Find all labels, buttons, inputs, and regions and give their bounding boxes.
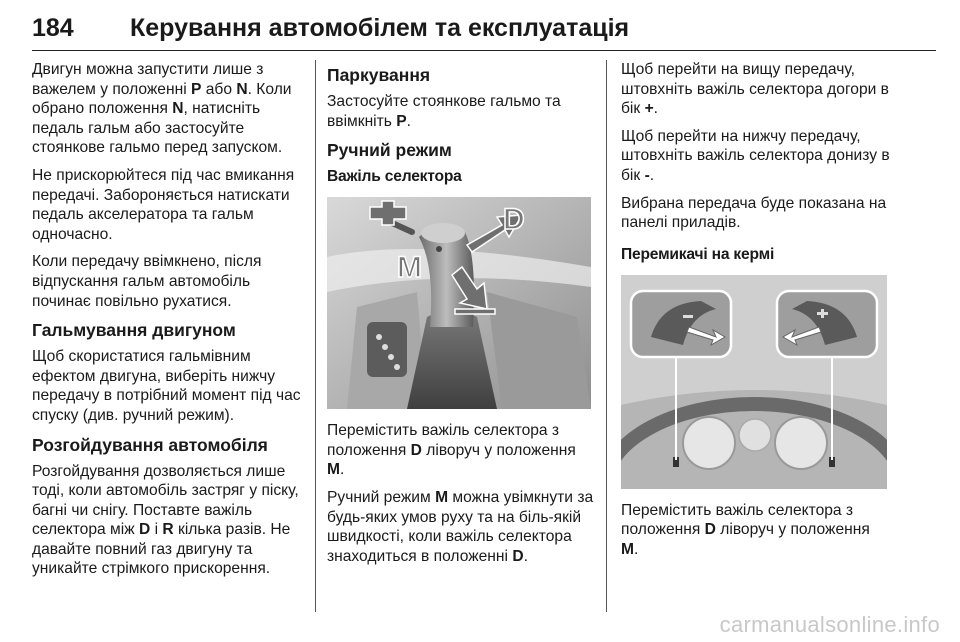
paragraph-rocking: Розгойдування дозволяється лише тоді, коли автомобіль застряг у піску, багні чи снігу. Поставте важіль селектора між D і R кілька разів. Не давайте повний газ двигуну та уникайте стрімкого прискорення.	[32, 462, 299, 578]
heading-rocking: Розгойдування автомобіля	[32, 434, 268, 455]
paragraph-no-acceleration: Не прискорюйтеся під час вмикання передачі. Забороняється натискати педаль акселератора та гальм одночасно.	[32, 166, 295, 243]
paragraph-move-to-m: Перемістить важіль селектора з положення D ліворуч у положення M.	[327, 422, 576, 479]
column-3	[621, 60, 891, 568]
heading-parking: Паркування	[327, 65, 431, 85]
column-divider-2	[606, 60, 607, 612]
selector-lever-illustration	[327, 197, 591, 409]
watermark-text: carmanualsonline.info	[719, 612, 940, 637]
paragraph-parking: Застосуйте стоянкове гальмо та ввімкніть P.	[327, 93, 561, 130]
heading-selector-lever: Важіль селектора	[327, 168, 462, 186]
page-number: 184	[32, 14, 74, 42]
paragraph-engine-braking: Щоб скористатися гальмівним ефектом двигуна, виберіть нижчу передачу в потрібний момент під час спуску (див. ручний режим).	[32, 348, 301, 424]
heading-steering-paddles: Перемикачі на кермі	[621, 245, 775, 263]
column-2	[327, 60, 597, 574]
column-1	[32, 60, 308, 587]
heading-manual-mode: Ручний режим	[327, 140, 452, 161]
steering-paddles-illustration	[621, 275, 887, 489]
d-position-label: D	[503, 203, 525, 237]
paragraph-gear-display: Вибрана передача буде показана на панелі приладів.	[621, 194, 887, 232]
m-position-label: M	[397, 251, 422, 285]
paragraph-upshift: Щоб перейти на вищу передачу, штовхніть важіль селектора догори в бік +.	[621, 61, 889, 118]
paragraph-start-conditions: Двигун можна запустити лише з важелем у положенні P або N. Коли обрано положення N, натисніть педаль гальм або застосуйте стоянкове гальмо перед запуском.	[32, 61, 292, 157]
page-header	[24, 12, 936, 52]
header-divider	[32, 50, 936, 51]
paragraph-creep: Коли передачу ввімкнено, після відпускання гальм автомобіль починає повільно рухатися.	[32, 253, 262, 310]
paragraph-paddles-move-to-m: Перемістить важіль селектора з положення D ліворуч у положення M.	[621, 501, 870, 558]
paragraph-downshift: Щоб перейти на нижчу передачу, штовхніть важіль селектора донизу в бік -.	[621, 127, 890, 184]
column-divider-1	[315, 60, 316, 612]
page-title: Керування автомобілем та експлуатація	[130, 14, 630, 42]
paragraph-manual-any-speed: Ручний режим M можна увімкнути за будь-яких умов руху та на біль-якій швидкості, коли важіль селектора знаходиться в положенні D.	[327, 488, 594, 565]
heading-engine-braking: Гальмування двигуном	[32, 320, 236, 341]
